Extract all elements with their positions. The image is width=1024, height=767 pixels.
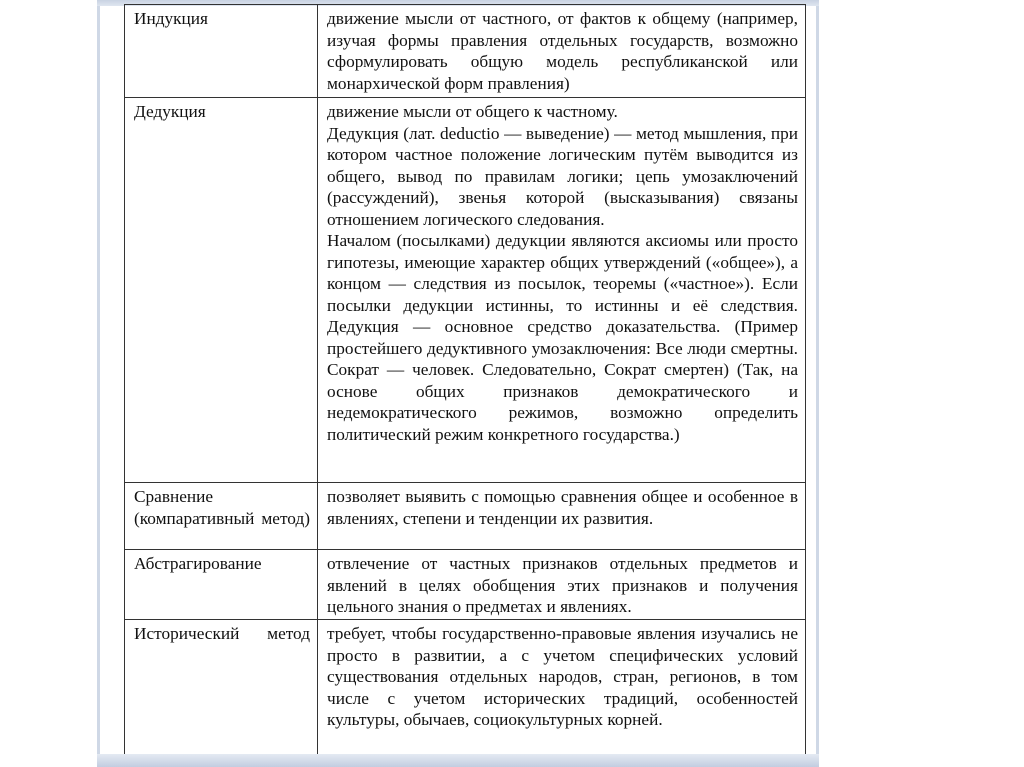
description-text: движение мысли от общего к частному. xyxy=(327,102,618,121)
description-text: требует, чтобы государственно-правовые явления изучались не просто в развитии, а с учетом специфических условий существования отдельных народов, стран, регионов, в том числе с учетом исторических традиций, особенностей культуры, обычаев, социокультурных корней. xyxy=(327,624,798,729)
term-text: Исторический метод xyxy=(134,624,310,643)
term-cell: Индукция xyxy=(125,5,318,98)
term-cell: Дедукция xyxy=(125,98,318,483)
description-cell xyxy=(318,5,806,98)
description-text: движение мысли от частного, от фактов к общему (например, изучая формы правления отдельных государств, возможно сформулировать общую модель республиканской или монархической форм правления) xyxy=(327,9,798,93)
description-cell xyxy=(318,550,806,620)
description-text: Началом (посылками) дедукции являются аксиомы или просто гипотезы, имеющие характер общих утверждений («общее»), а концом — следствия из посылок, теоремы («частное»). Если посылки дедукции истинны, то истинны и её следствия. Дедукция — основное средство доказательства. (Пример простейшего дедуктивного умозаключения: Все люди смертны. Сократ — человек. Следовательно, Сократ смертен) (Так, на основе общих признаков демократического и недемократического режимов, возможно определить политический режим конкретного государства.) xyxy=(327,231,798,444)
term-cell: Абстрагирование xyxy=(125,550,318,620)
description-text: отвлечение от частных признаков отдельных предметов и явлений в целях обобщения этих признаков и получения цельного знания о предметах и явлениях. xyxy=(327,554,798,616)
term-cell xyxy=(125,483,318,550)
table-row xyxy=(125,620,806,755)
description-text: Дедукция (лат. deductio — выведение) — метод мышления, при котором частное положение логическим путём выводится из общего, вывод по правилам логики; цепь умозаключений (рассуждений), звенья которой (высказывания) связаны отношением логического следования. xyxy=(327,123,798,229)
description-cell xyxy=(318,483,806,550)
description-text: позволяет выявить с помощью сравнения общее и особенное в явлениях, степени и тенденции их развития. xyxy=(327,487,798,528)
slide-bottom-border xyxy=(97,754,819,767)
table-row xyxy=(125,483,806,550)
table-row xyxy=(125,98,806,483)
table-row xyxy=(125,5,806,98)
description-cell xyxy=(318,98,806,483)
table-row xyxy=(125,550,806,620)
term-text: Сравнение (компаративный метод) xyxy=(134,487,310,528)
term-cell xyxy=(125,620,318,755)
methods-table xyxy=(124,4,806,755)
description-cell xyxy=(318,620,806,755)
